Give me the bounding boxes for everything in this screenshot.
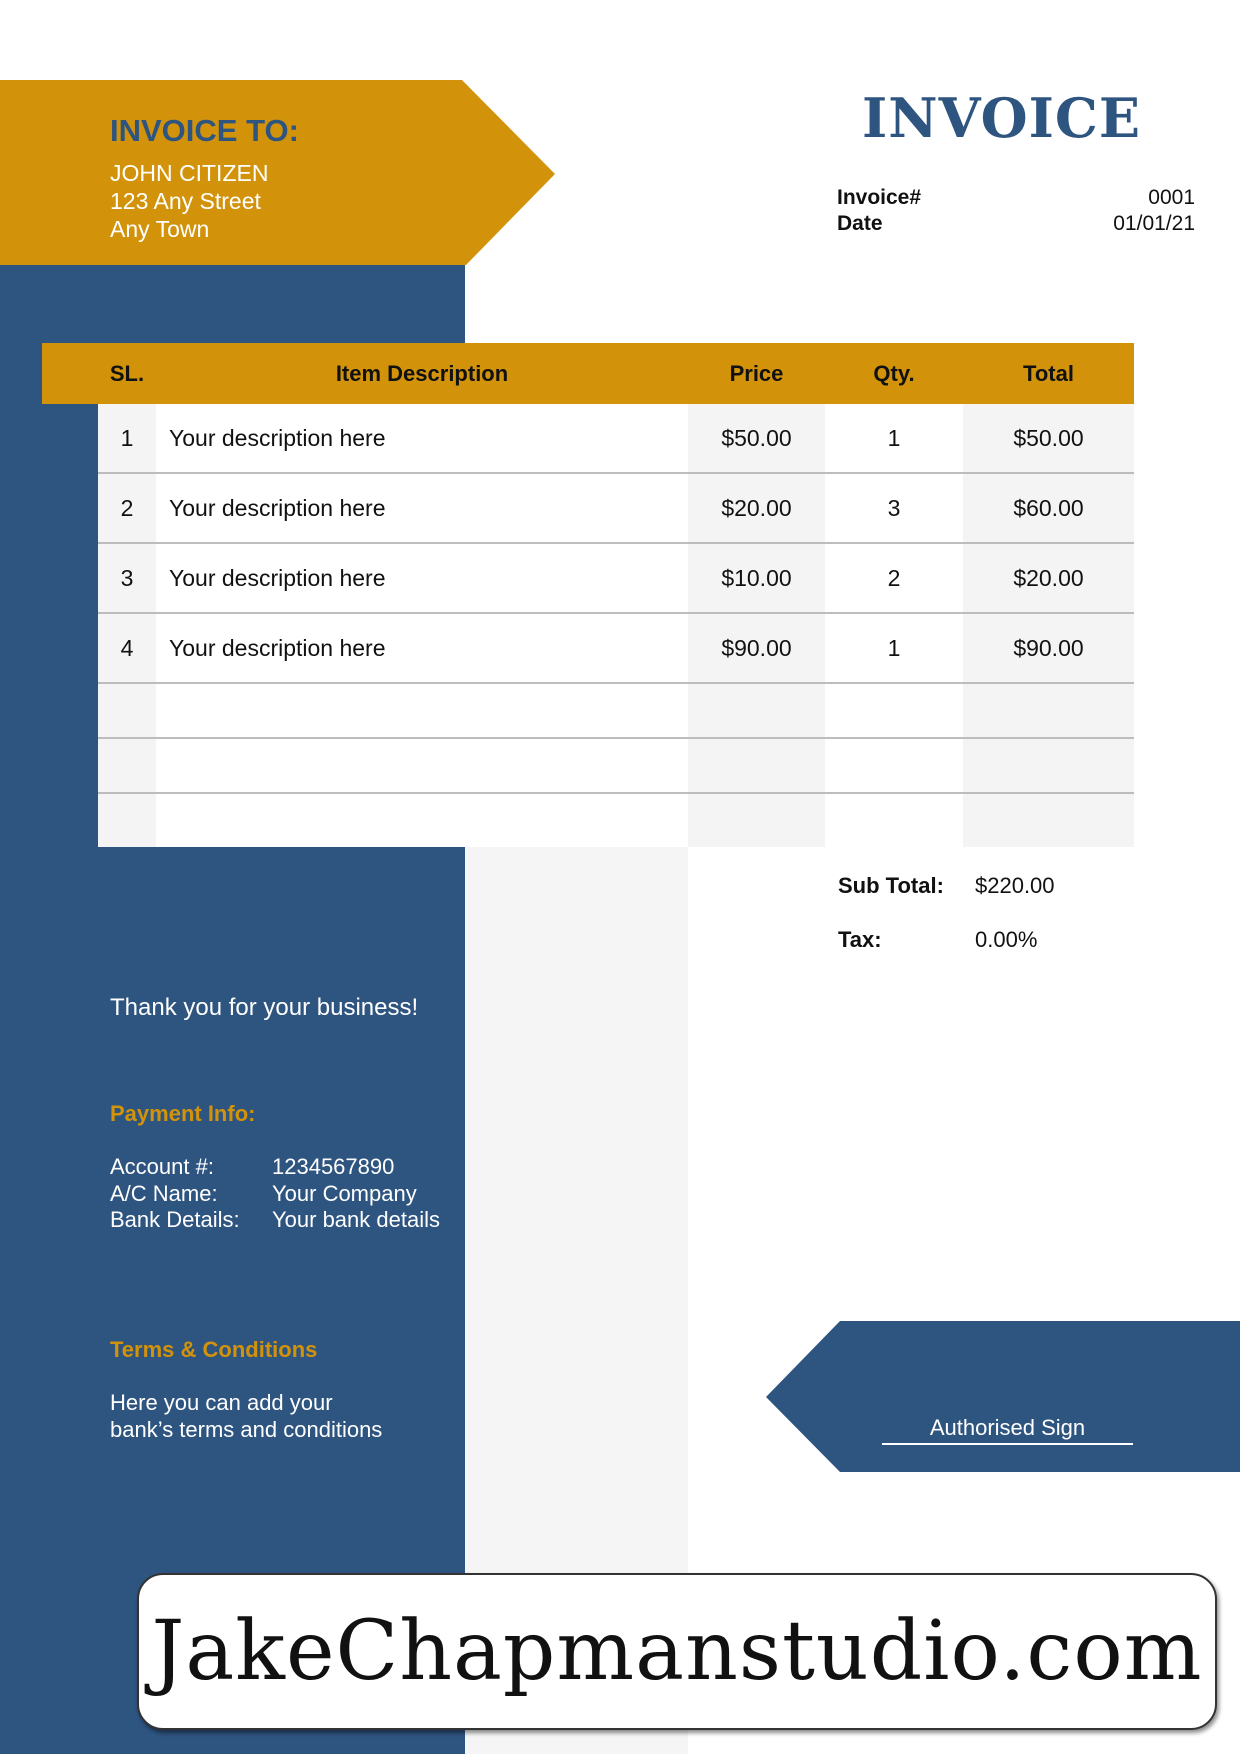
row-4-qty: 1 [887, 635, 901, 661]
row-3-total: $20.00 [1013, 565, 1084, 591]
bank-details-label: Bank Details: [110, 1207, 240, 1232]
row-divider [98, 737, 1134, 739]
col-header-total: Total [1023, 361, 1074, 386]
row-3-qty: 2 [887, 565, 901, 591]
bank-details-value: Your bank details [272, 1207, 440, 1232]
payment-info-heading: Payment Info: [110, 1101, 256, 1126]
client-town: Any Town [110, 216, 210, 242]
tax-label: Tax: [838, 927, 882, 952]
row-4-description: Your description here [169, 635, 386, 661]
account-label: Account #: [110, 1154, 214, 1179]
row-1-description: Your description here [169, 425, 386, 451]
row-divider [98, 792, 1134, 794]
row-3-description: Your description here [169, 565, 386, 591]
date-label: Date [837, 212, 883, 235]
row-3-price: $10.00 [721, 565, 792, 591]
subtotal-value: $220.00 [975, 873, 1055, 898]
ac-name-value: Your Company [272, 1181, 417, 1206]
thank-you-message: Thank you for your business! [110, 994, 419, 1021]
authorised-sign-label: Authorised Sign [882, 1415, 1133, 1445]
row-2-sl: 2 [120, 495, 134, 521]
invoice-number-label: Invoice# [837, 186, 922, 209]
row-2-total: $60.00 [1013, 495, 1084, 521]
client-street: 123 Any Street [110, 188, 261, 214]
terms-heading: Terms & Conditions [110, 1337, 318, 1362]
row-4-sl: 4 [120, 635, 134, 661]
col-header-price: Price [729, 361, 784, 386]
row-1-price: $50.00 [721, 425, 792, 451]
row-1-sl: 1 [120, 425, 134, 451]
invoice-date: 01/01/21 [1113, 212, 1195, 235]
col-header-qty: Qty. [873, 361, 915, 386]
account-value: 1234567890 [272, 1154, 395, 1179]
invoice-to-heading: INVOICE TO: [110, 113, 299, 148]
subtotal-label: Sub Total: [838, 873, 944, 898]
col-header-description: Item Description [335, 361, 509, 386]
row-4-total: $90.00 [1013, 635, 1084, 661]
tax-value: 0.00% [975, 927, 1038, 952]
client-name: JOHN CITIZEN [110, 160, 269, 186]
watermark-text: JakeChapmanstudio.com [151, 1604, 1203, 1699]
row-2-qty: 3 [887, 495, 901, 521]
row-1-qty: 1 [887, 425, 901, 451]
row-2-price: $20.00 [721, 495, 792, 521]
invoice-to-banner [0, 80, 555, 265]
signature-banner [766, 1321, 1240, 1472]
watermark-box [137, 1573, 1217, 1730]
terms-line-1: Here you can add your [110, 1390, 333, 1415]
row-1-total: $50.00 [1013, 425, 1084, 451]
row-3-sl: 3 [120, 565, 134, 591]
terms-line-2: bank’s terms and conditions [110, 1417, 383, 1442]
invoice-title: INVOICE [862, 86, 1142, 150]
row-4-price: $90.00 [721, 635, 792, 661]
row-2-description: Your description here [169, 495, 386, 521]
ac-name-label: A/C Name: [110, 1181, 218, 1206]
col-header-sl: SL. [109, 361, 145, 386]
invoice-number: 0001 [1148, 186, 1195, 209]
